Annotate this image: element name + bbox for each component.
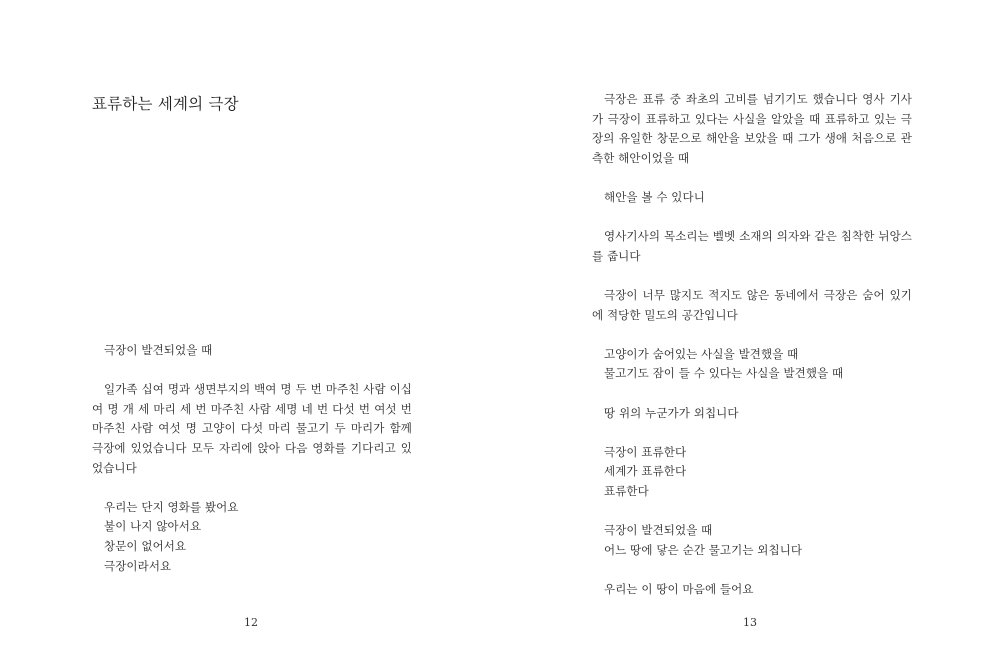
stanza [592, 580, 912, 600]
chapter-title: 표류하는 세계의 극장 [92, 95, 239, 113]
stanza-line: 땅 위의 누군가가 외칩니다 [604, 405, 739, 420]
stanza-line: 극장이 발견되었을 때 [604, 523, 713, 538]
paragraph: 해안을 볼 수 있다니 [604, 189, 705, 204]
stanza-line: 표류한다 [604, 483, 649, 498]
stanza-line: 세계가 표류한다 [604, 464, 687, 479]
stanza-line: 어느 땅에 닿은 순간 물고기는 외칩니다 [604, 542, 803, 557]
paragraph: 영사기사의 목소리는 벨벳 소재의 의자와 같은 침착한 뉘앙스를 줍니다 [592, 229, 912, 263]
stanza-line: 우리는 이 땅이 마음에 들어요 [604, 581, 754, 596]
paragraph: 일가족 십여 명과 생면부지의 백여 명 두 번 마주친 사람 이십여 명 개 세 마리 세 번 마주친 사람 세명 네 번 다섯 번 여섯 번 마주친 사람 여섯 명 고양이 다섯 마리 물고기 두 마리가 함께 극장에 있었습니다 모두 자리에 앉아 다음 영화를 기다리고 있었습니다 [92, 382, 412, 475]
stanza [92, 498, 412, 576]
right-page-body [592, 90, 912, 599]
left-page-body [92, 341, 412, 576]
page-number: 12 [244, 616, 258, 629]
right-page [500, 0, 1000, 672]
stanza [592, 443, 912, 502]
stanza [592, 521, 912, 560]
paragraph: 극장은 표류 중 좌초의 고비를 넘기기도 했습니다 영사 기사가 극장이 표류하고 있다는 사실을 알았을 때 표류하고 있는 극장의 유일한 창문으로 해안을 보았을 때 그가 생애 처음으로 관측한 해안이었을 때 [592, 92, 912, 165]
stanza-line: 불이 나지 않아서요 [104, 519, 202, 534]
stanza-line: 고양이가 숨어있는 사실을 발견했을 때 [604, 346, 799, 361]
paragraph: 극장이 너무 많지도 적지도 않은 동네에서 극장은 숨어 있기에 적당한 밀도의 공간입니다 [592, 287, 912, 322]
page-number: 13 [743, 616, 757, 629]
stanza-line: 우리는 단지 영화를 봤어요 [104, 499, 239, 514]
stanza-line: 극장이라서요 [104, 558, 172, 573]
stanza-line: 물고기도 잠이 들 수 있다는 사실을 발견했을 때 [604, 366, 844, 381]
stanza [592, 404, 912, 424]
stanza-line: 극장이 표류한다 [604, 444, 687, 459]
stanza-line: 창문이 없어서요 [104, 538, 187, 553]
stanza [592, 345, 912, 384]
paragraph: 극장이 발견되었을 때 [104, 343, 213, 357]
